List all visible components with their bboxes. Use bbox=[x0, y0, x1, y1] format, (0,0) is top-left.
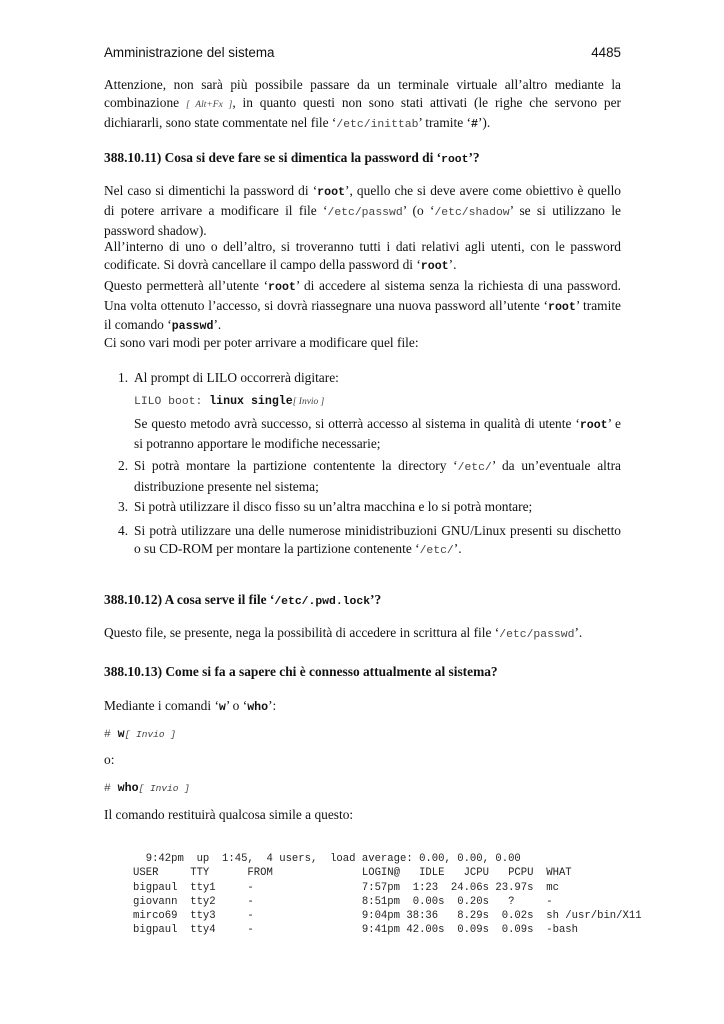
list-item: 2. Si potrà montare la partizione contentente la directory ‘/etc/’ da un’eventuale altra distribuzione presente nel sistema; bbox=[118, 458, 621, 494]
paragraph: Il comando restituirà qualcosa simile a questo: bbox=[104, 807, 354, 822]
paragraph: Nel caso si dimentichi la password di ‘root’, quello che si deve avere come obiettivo è quello di potere arrivare a modificare il file ‘/etc/passwd’ (o ‘/etc/shadow’ se si utilizzano le password shadow). bbox=[104, 183, 621, 239]
header-title: Amministrazione del sistema bbox=[104, 45, 275, 60]
output-line: bigpaul tty4 - 9:41pm 42.00s 0.09s 0.09s -bash bbox=[133, 924, 579, 937]
output-line: bigpaul tty1 - 7:57pm 1:23 24.06s 23.97s mc bbox=[133, 881, 559, 894]
command-who: # who[ Invio ] bbox=[104, 782, 190, 795]
output-line: giovann tty2 - 8:51pm 0.00s 0.20s ? - bbox=[133, 895, 553, 908]
running-header bbox=[104, 44, 621, 62]
list-item: 1. Al prompt di LILO occorrerà digitare: bbox=[118, 370, 339, 385]
section-heading-12: 388.10.12) A cosa serve il file ‘/etc/.pwd.lock’? bbox=[104, 592, 382, 608]
section-heading-13: 388.10.13) Come si fa a sapere chi è connesso attualmente al sistema? bbox=[104, 664, 498, 679]
key-combo: [ Alt+Fx ] bbox=[185, 99, 233, 110]
list-item: 3. Si potrà utilizzare il disco fisso su un’altra macchina e lo si potrà montare; bbox=[118, 499, 533, 514]
paragraph: Questo permetterà all’utente ‘root’ di accedere al sistema senza la richiesta di una password. Una volta ottenuto l’accesso, si dovrà riassegnare una nuova password all’utente ‘root’ tramite il comando ‘passwd’. bbox=[104, 278, 621, 334]
lilo-command-line: LILO boot: linux single[ Invio ] bbox=[134, 395, 325, 408]
page-number: 4485 bbox=[591, 45, 621, 60]
list-item: 4. Si potrà utilizzare una delle numerose minidistribuzioni GNU/Linux presenti su dischetto o su CD-ROM per montare la partizione contenente ‘/etc/’. bbox=[118, 523, 621, 557]
inline-code: # bbox=[470, 118, 478, 132]
inline-code: /etc/inittab bbox=[336, 119, 419, 132]
terminal-output bbox=[133, 838, 642, 966]
command-w: # w[ Invio ] bbox=[104, 728, 176, 741]
paragraph: Questo file, se presente, nega la possibilità di accedere in scrittura al file ‘/etc/passwd’. bbox=[104, 625, 583, 641]
output-line: USER TTY FROM LOGIN@ IDLE JCPU PCPU WHAT bbox=[133, 867, 572, 880]
paragraph: All’interno di uno o dell’altro, si troveranno tutti i dati relativi agli utenti, con le password codificate. Si dovrà cancellare il campo della password di ‘root’. bbox=[104, 239, 621, 273]
list-item-note: Se questo metodo avrà successo, si otterrà accesso al sistema in qualità di utente ‘root’ e si potranno apportare le modifiche necessarie; bbox=[134, 416, 621, 451]
paragraph: Ci sono vari modi per poter arrivare a modificare quel file: bbox=[104, 335, 419, 350]
intro-paragraph: Attenzione, non sarà più possibile passare da un terminale virtuale all’altro mediante la combinazione [ Alt+Fx ], in quanto questi non sono stati attivati (le righe che servono per dichiararli, sono state commentate nel file ‘/etc/inittab’ tramite ‘#’). bbox=[104, 77, 621, 132]
paragraph: Mediante i comandi ‘w’ o ‘who’: bbox=[104, 698, 277, 714]
or-text: o: bbox=[104, 752, 115, 767]
section-heading-11: 388.10.11) Cosa si deve fare se si dimentica la password di ‘root’? bbox=[104, 150, 480, 166]
output-line: 9:42pm up 1:45, 4 users, load average: 0.00, 0.00, 0.00 bbox=[133, 853, 521, 866]
output-line: mirco69 tty3 - 9:04pm 38:36 8.29s 0.02s sh /usr/bin/X11 bbox=[133, 910, 642, 923]
